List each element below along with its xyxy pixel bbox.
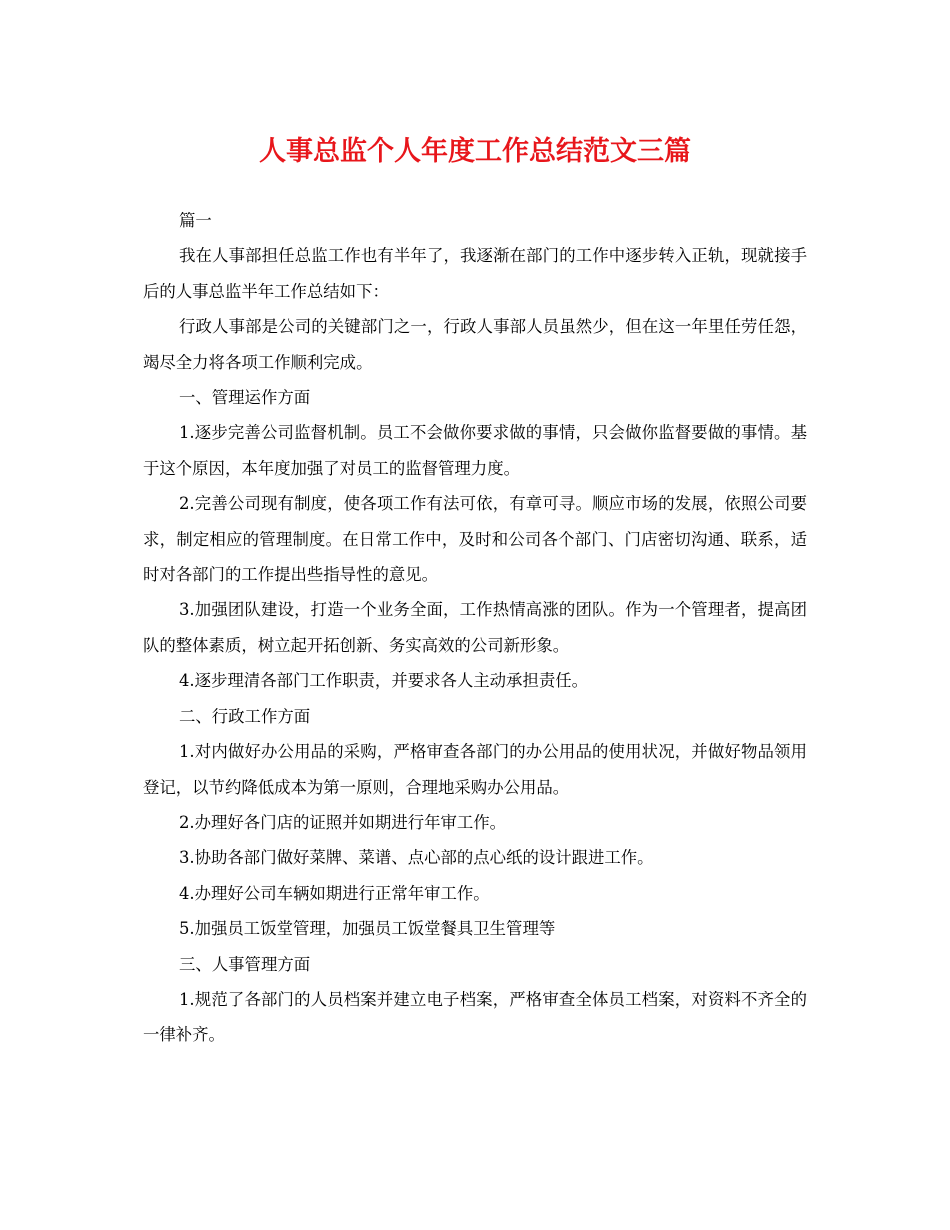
list-item: 2.完善公司现有制度，使各项工作有法可依，有章可寻。顺应市场的发展，依照公司要求，制定相应的管理制度。在日常工作中，及时和公司各个部门、门店密切沟通、联系，适时对各部门的工作提出些指导性的意见。 (143, 494, 807, 585)
list-item: 3.协助各部门做好菜牌、菜谱、点心部的点心纸的设计跟进工作。 (179, 848, 654, 868)
list-item: 5.加强员工饭堂管理，加强员工饭堂餐具卫生管理等 (179, 919, 556, 939)
document-body (143, 203, 807, 1053)
list-item: 1.规范了各部门的人员档案并建立电子档案，严格审查全体员工档案，对资料不齐全的一律补齐。 (143, 989, 807, 1045)
section-label: 篇一 (179, 211, 212, 230)
list-item: 1.逐步完善公司监督机制。员工不会做你要求做的事情，只会做你监督要做的事情。基于这个原因，本年度加强了对员工的监督管理力度。 (143, 423, 807, 478)
list-item: 2.办理好各门店的证照并如期进行年审工作。 (179, 812, 507, 832)
section-heading: 二、行政工作方面 (179, 706, 311, 726)
list-item: 3.加强团队建设，打造一个业务全面，工作热情高涨的团队。作为一个管理者，提高团队的整体素质，树立起开拓创新、务实高效的公司新形象。 (143, 600, 807, 655)
list-item: 1.对内做好办公用品的采购，严格审查各部门的办公用品的使用状况，并做好物品领用登记，以节约降低成本为第一原则，合理地采购办公用品。 (143, 742, 807, 797)
section-heading: 一、管理运作方面 (179, 388, 311, 408)
document-title: 人事总监个人年度工作总结范文三篇 (259, 136, 691, 167)
paragraph: 我在人事部担任总监工作也有半年了，我逐渐在部门的工作中逐步转入正轨，现就接手后的人事总监半年工作总结如下： (143, 246, 807, 301)
section-heading: 三、人事管理方面 (179, 954, 311, 974)
list-item: 4.逐步理清各部门工作职责，并要求各人主动承担责任。 (179, 671, 589, 691)
paragraph: 行政人事部是公司的关键部门之一，行政人事部人员虽然少，但在这一年里任劳任怨，竭尽全力将各项工作顺利完成。 (143, 317, 807, 372)
list-item: 4.办理好公司车辆如期进行正常年审工作。 (179, 883, 490, 903)
